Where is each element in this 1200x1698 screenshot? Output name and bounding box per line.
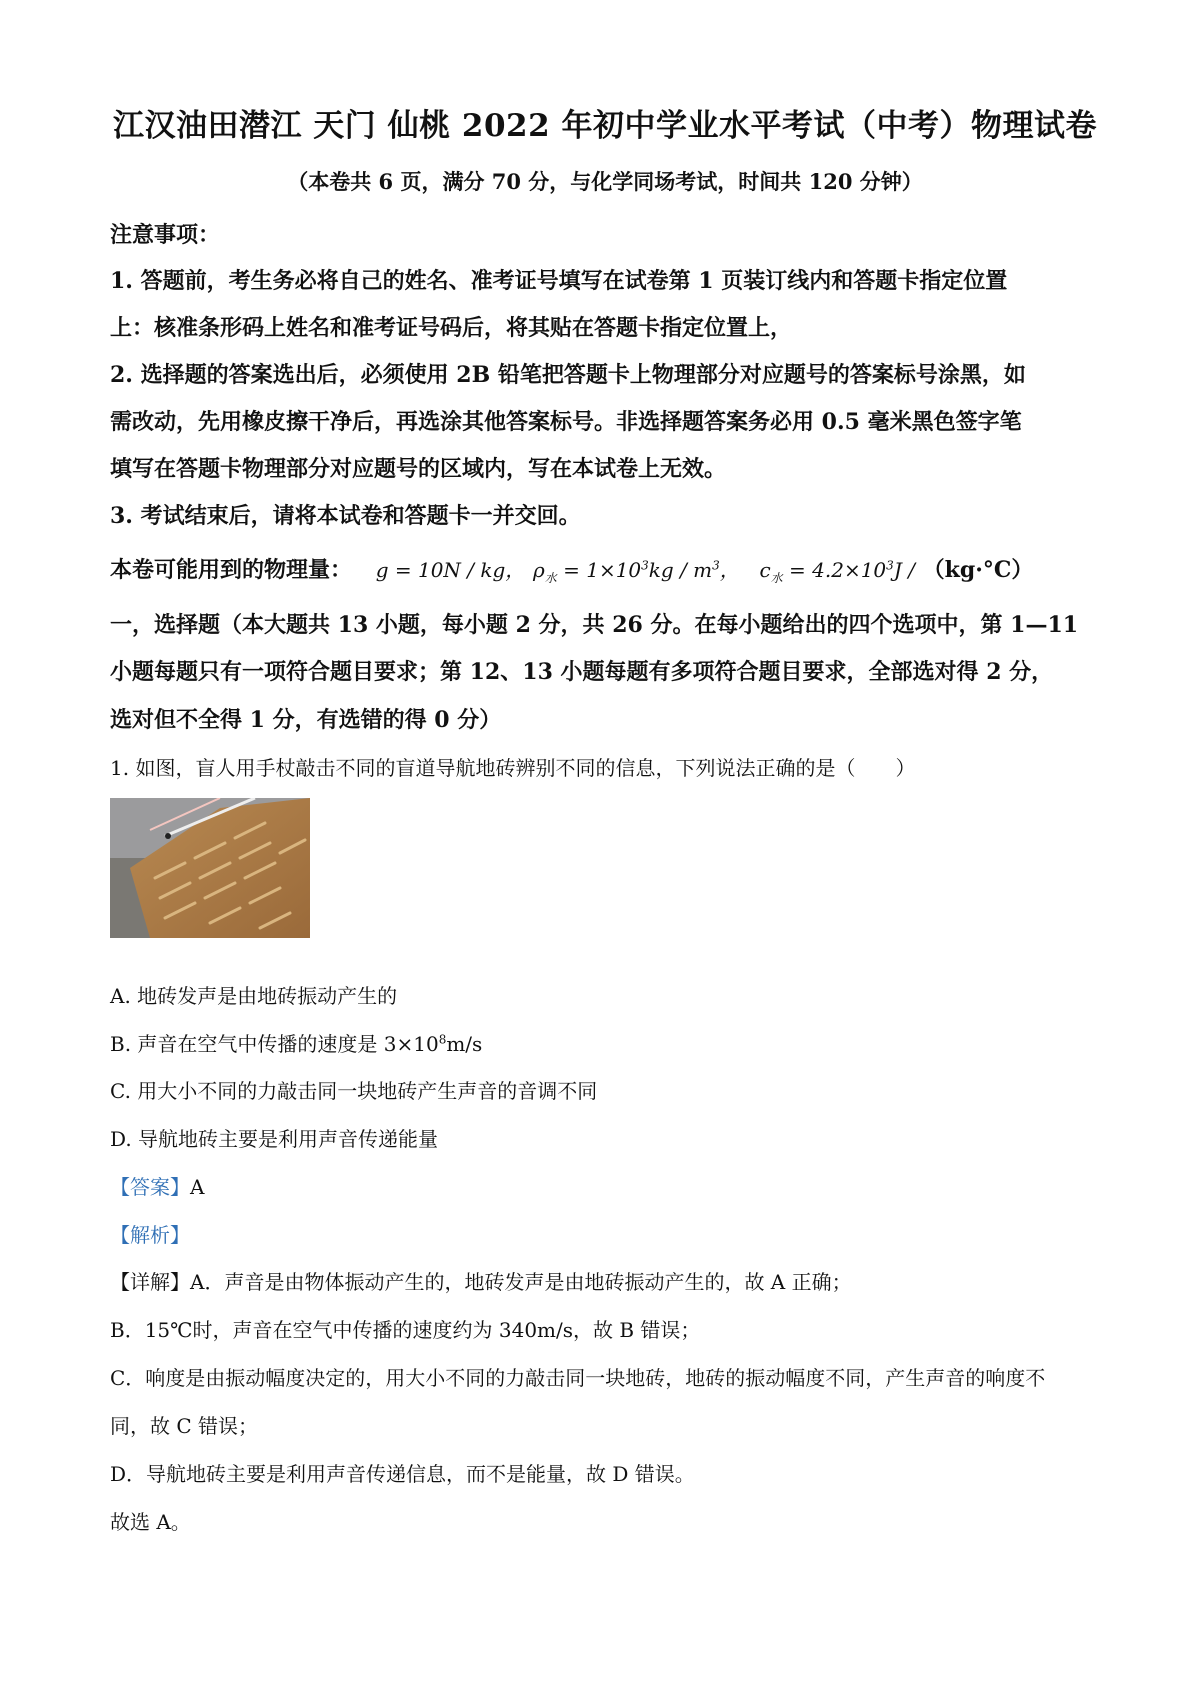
exam-title: 江汉油田潜江 天门 仙桃 2022 年初中学业水平考试（中考）物理试卷 <box>113 108 1097 144</box>
option-d: D. 导航地砖主要是利用声音传递能量 <box>110 1127 439 1151</box>
detail-b: B．15℃时，声音在空气中传播的速度约为 340m/s，故 B 错误； <box>110 1318 701 1342</box>
option-b: B. 声音在空气中传播的速度是 $3\times 10^8m/s$ <box>110 1032 483 1056</box>
density-constant: $\rho_水 = 1\times 10^3kg / m^3$， <box>532 558 740 585</box>
question-1-stem: 1. 如图，盲人用手杖敲击不同的盲道导航地砖辨别不同的信息，下列说法正确的是（ ） <box>110 756 916 780</box>
note-2-line-3: 填写在答题卡物理部分对应题号的区域内，写在本试卷上无效。 <box>110 456 727 482</box>
specific-heat-constant: $c_水 = 4.2\times 10^3J$ / <box>759 558 915 585</box>
note-1-line-2: 上：核准条形码上姓名和准考证号码后，将其贴在答题卡指定位置上， <box>110 315 793 341</box>
section-1-line-3: 选对但不全得 1 分，有选错的得 0 分） <box>110 707 502 733</box>
section-1-line-2: 小题每题只有一项符合题目要求；第 12、13 小题每题有多项符合题目要求，全部选对得 2 分， <box>110 659 1054 685</box>
analysis-label: 【解析】 <box>110 1223 190 1247</box>
section-1-line-1: 一，选择题（本大题共 13 小题，每小题 2 分，共 26 分。在每小题给出的四个选项中，第 1—11 <box>110 612 1079 638</box>
detail-c-line-2: 同，故 C 错误； <box>110 1414 259 1438</box>
note-2-line-1: 2. 选择题的答案选出后，必须使用 2B 铅笔把答题卡上物理部分对应题号的答案标号涂黑，如 <box>110 362 1026 388</box>
option-a: A. 地砖发声是由地砖振动产生的 <box>110 984 398 1008</box>
note-1-line-1: 1. 答题前，考生务必将自己的姓名、准考证号填写在试卷第 1 页装订线内和答题卡指定位置 <box>110 268 1008 294</box>
option-c: C. 用大小不同的力敲击同一块地砖产生声音的音调不同 <box>110 1079 598 1103</box>
constants-label: 本卷可能用到的物理量： <box>110 557 353 583</box>
conclusion: 故选 A。 <box>110 1510 191 1534</box>
note-3: 3. 考试结束后，请将本试卷和答题卡一并交回。 <box>110 503 581 529</box>
detail-a: 【详解】A．声音是由物体振动产生的，地砖发声是由地砖振动产生的，故 A 正确； <box>110 1270 852 1294</box>
detail-d: D．导航地砖主要是利用声音传递信息，而不是能量，故 D 错误。 <box>110 1462 695 1486</box>
detail-c-line-1: C．响度是由振动幅度决定的，用大小不同的力敲击同一块地砖，地砖的振动幅度不同，产生声音的响度不 <box>110 1366 1046 1390</box>
specific-heat-unit: （kg·°C） <box>922 557 1034 583</box>
tactile-paving-photo <box>110 798 310 938</box>
answer-label: 【答案】 <box>110 1175 190 1199</box>
answer-line <box>110 1171 204 1200</box>
notes-heading: 注意事项： <box>110 222 221 248</box>
answer-value: A <box>190 1175 205 1199</box>
exam-subtitle: （本卷共 6 页，满分 70 分，与化学同场考试，时间共 120 分钟） <box>287 169 923 194</box>
gravity-constant: g = 10N / kg， <box>375 558 526 582</box>
detail-label: 【详解】 <box>110 1270 190 1294</box>
constants-line <box>110 553 1033 584</box>
note-2-line-2: 需改动，先用橡皮擦干净后，再选涂其他答案标号。非选择题答案务必用 0.5 毫米黑色签字笔 <box>110 409 1022 435</box>
